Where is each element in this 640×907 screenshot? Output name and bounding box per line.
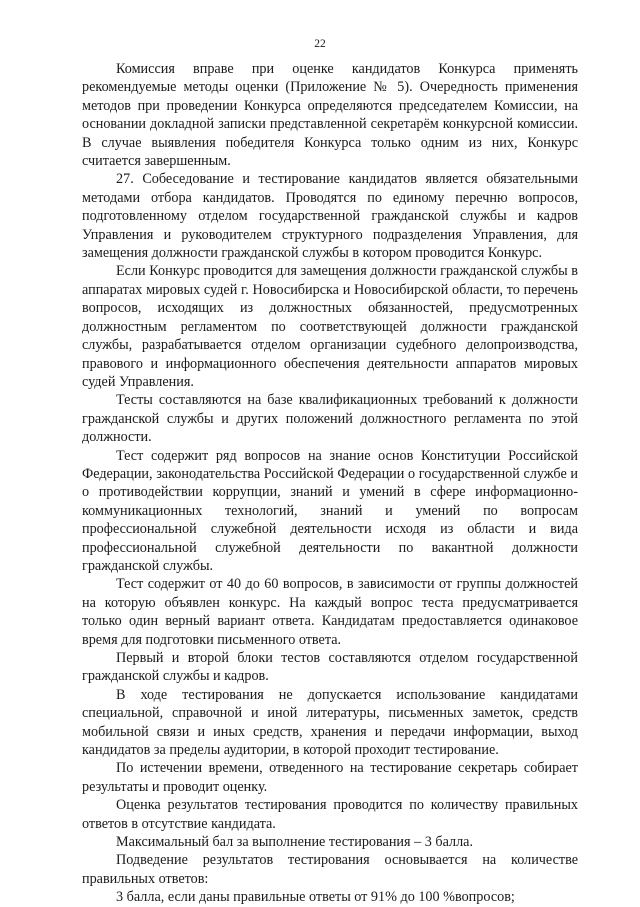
page-number: 22 [314, 38, 326, 50]
document-body [82, 60, 578, 907]
paragraph-test-content: Тест содержит ряд вопросов на знание основ Конституции Российской Федерации, законодательства Российской Федерации о государственной службе и о противодействии коррупции, знаний и умений в сфере информационно-коммуникационных технологий, знаний и умений по вопросам профессиональной служебной деятельности исходя из области и вида профессиональной служебной деятельности по вакантной должности гражданской службы. [82, 447, 578, 574]
paragraph-test-blocks: Первый и второй блоки тестов составляются отделом государственной гражданской службы и кадров. [82, 650, 578, 685]
paragraph-three-points: 3 балла, если даны правильные ответы от 91% до 100 %вопросов; [116, 889, 515, 906]
paragraph-testing-rules: В ходе тестирования не допускается использование кандидатами специальной, справочной и иной литературы, письменных заметок, средств мобильной связи и иных средств, хранения и передачи информации, выход кандидатов за пределы аудитории, в которой проходит тестирование. [82, 686, 578, 759]
paragraph-test-size: Тест содержит от 40 до 60 вопросов, в зависимости от группы должностей на которую объявлен конкурс. На каждый вопрос теста предусматривается только один верный вариант ответа. Кандидатам предоставляется одинаковое время для подготовки письменного ответа. [82, 576, 578, 648]
paragraph-max-score: Максимальный бал за выполнение тестирования – 3 балла. [116, 834, 474, 851]
paragraph-magistrates-questions: Если Конкурс проводится для замещения должности гражданской службы в аппаратах мировых судей г. Новосибирска и Новосибирской области, то перечень вопросов, исходящих из должностных обязанностей, предусмотренных должностным регламентом по соответствующей должности гражданской службы, разрабатывается отделом организации судебного делопроизводства, правового и информационного обеспечения деятельности аппаратов мировых судей Управления. [82, 263, 578, 390]
paragraph-results-summary: Подведение результатов тестирования основывается на количестве правильных ответов: [82, 852, 578, 887]
paragraph-time-expiry: По истечении времени, отведенного на тестирование секретарь собирает результаты и проводит оценку. [82, 760, 578, 795]
paragraph-27-interview-testing: 27. Собеседование и тестирование кандидатов является обязательными методами отбора кандидатов. Проводятся по единому перечню вопросов, подготовленному отделом государственной гражданской службы и кадров Управления и руководителем структурного подразделения Управления, для замещения должности гражданской службы в котором проводится Конкурс. [82, 171, 578, 262]
paragraph-evaluation: Оценка результатов тестирования проводится по количеству правильных ответов в отсутствие кандидата. [82, 797, 578, 832]
paragraph-tests-basis: Тесты составляются на базе квалификационных требований к должности гражданской службы и других положений должностного регламента по этой должности. [82, 392, 578, 446]
paragraph-commission-methods: Комиссия вправе при оценке кандидатов Конкурса применять рекомендуемые методы оценки (Приложение № 5). Очередность применения методов при проведении Конкурса определяются председателем Комиссии, на основании докладной записки представленной секретарём конкурсной комиссии. В случае выявления победителя Конкурса только одним из них, Конкурс считается завершенным. [82, 61, 578, 170]
